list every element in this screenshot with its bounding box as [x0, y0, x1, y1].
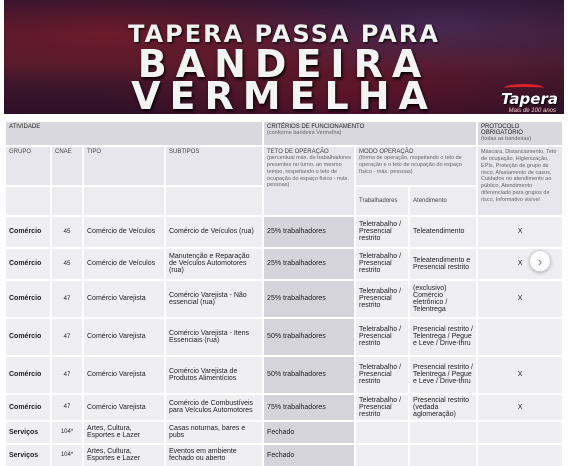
tapera-logo: Tapera [500, 90, 558, 108]
cell-subtipo: Casas noturnas, bares e pubs [166, 422, 262, 443]
header-criterios [264, 122, 476, 145]
modo-title: MODO OPERAÇÃO [359, 148, 414, 155]
cell-cnae: 47 [52, 395, 82, 420]
cell-teto: 25% trabalhadores [264, 249, 354, 279]
cell-protocolo: X [478, 217, 562, 247]
cell-protocolo [478, 422, 562, 443]
banner-line-2: BANDEIRA [137, 42, 431, 86]
cell-atendimento: (exclusivo) Comércio eletrônico / Telentrega [410, 281, 476, 317]
cell-trabalhadores: Teletrabalho / Presencial restrito [356, 249, 408, 279]
table-row [6, 422, 562, 443]
cell-cnae: 104* [52, 445, 82, 466]
header-protocolo [478, 122, 562, 145]
cell-cnae: 47 [52, 319, 82, 355]
header-grupo: GRUPO [6, 147, 50, 185]
cell-trabalhadores [356, 445, 408, 466]
header-atendimento: Atendimento [410, 187, 476, 215]
cell-teto: Fechado [264, 422, 354, 443]
cell-subtipo: Comércio Varejista - Itens Essenciais (rua) [166, 319, 262, 355]
table-row [6, 445, 562, 466]
cell-cnae: 45 [52, 217, 82, 247]
cell-trabalhadores: Teletrabalho / Presencial restrito [356, 357, 408, 393]
teto-subtitle: (percentual máx. de trabalhadores presentes no turno, ao mesmo tempo, respeitando o teto de ocupação do espaço físico - máx. pessoas) [267, 154, 351, 189]
header-row-1 [6, 122, 562, 145]
banner-line-3: VERMELHA [131, 74, 437, 114]
rules-table [4, 120, 564, 466]
cell-trabalhadores: Teletrabalho / Presencial restrito [356, 395, 408, 420]
cell-cnae: 47 [52, 357, 82, 393]
header-atividade: ATIVIDADE [6, 122, 262, 145]
header-teto [264, 147, 354, 215]
cell-atendimento [410, 422, 476, 443]
protocolo-description: Máscara, Distanciamento, Teto de ocupação, Higienização, EPIs, Proteção de grupo de risco, Afastamento de casos, Cuidados no atendimento ao público, Atendimento diferenciado para grupos de risco, Informativo visível [481, 148, 557, 203]
header-blank [84, 187, 164, 215]
modo-subtitle: (forma de operação, respeitando o teto de operação e o teto de ocupação do espaço físico - máx. pessoas) [359, 154, 462, 175]
cell-trabalhadores [356, 422, 408, 443]
cell-grupo: Serviços [6, 422, 50, 443]
chevron-right-icon: › [537, 253, 543, 269]
header-row-2 [6, 147, 562, 185]
cell-protocolo: X [478, 357, 562, 393]
protocolo-title: PROTOCOLO OBRIGATÓRIO [481, 124, 523, 136]
cell-atendimento: Presencial restrito / Telentrega / Pegue e Leve / Drive-thru [410, 357, 476, 393]
cell-subtipo: Comércio de Combustíveis para Veículos Automotores [166, 395, 262, 420]
cell-tipo: Comércio Varejista [84, 357, 164, 393]
cell-atendimento: Teleatendimento [410, 217, 476, 247]
cell-tipo: Comércio de Veículos [84, 217, 164, 247]
cell-cnae: 45 [52, 249, 82, 279]
table-body [6, 217, 562, 466]
cell-subtipo: Manutenção e Reparação de Veículos Automotores (rua) [166, 249, 262, 279]
criterios-title: CRITÉRIOS DE FUNCIONAMENTO [267, 124, 365, 130]
cell-teto: 50% trabalhadores [264, 319, 354, 355]
cell-subtipo: Comércio de Veículos (rua) [166, 217, 262, 247]
cell-trabalhadores: Teletrabalho / Presencial restrito [356, 217, 408, 247]
header-blank [6, 187, 50, 215]
cell-subtipo: Comércio Varejista - Não essencial (rua) [166, 281, 262, 317]
tapera-logo-subtitle: Mais de 100 anos [508, 108, 556, 114]
cell-protocolo: X [478, 249, 562, 279]
teto-title: TETO DE OPERAÇÃO [267, 148, 329, 155]
cell-tipo: Comércio de Veículos [84, 249, 164, 279]
cell-tipo: Artes, Cultura, Esportes e Lazer [84, 422, 164, 443]
cell-protocolo: X [478, 395, 562, 420]
table-row [6, 217, 562, 247]
table-row [6, 357, 562, 393]
cell-tipo: Comércio Varejista [84, 319, 164, 355]
cell-cnae: 104* [52, 422, 82, 443]
table-row [6, 319, 562, 355]
next-slide-button[interactable] [529, 250, 551, 272]
cell-trabalhadores: Teletrabalho / Presencial restrito [356, 319, 408, 355]
cell-atendimento [410, 445, 476, 466]
cell-trabalhadores: Teletrabalho / Presencial restrito [356, 281, 408, 317]
header-blank [52, 187, 82, 215]
header-trabalhadores: Trabalhadores [356, 187, 408, 215]
cell-tipo: Comércio Varejista [84, 395, 164, 420]
cell-grupo: Comércio [6, 395, 50, 420]
table-row [6, 395, 562, 420]
cell-protocolo [478, 445, 562, 466]
cell-grupo: Comércio [6, 281, 50, 317]
cell-teto: Fechado [264, 445, 354, 466]
header-subtipos: SUBTIPOS [166, 147, 262, 185]
cell-tipo: Comércio Varejista [84, 281, 164, 317]
cell-subtipo: Comércio Varejista de Produtos Alimentícios [166, 357, 262, 393]
protocolo-subtitle: (todas as bandeiras) [481, 136, 532, 142]
cell-teto: 50% trabalhadores [264, 357, 354, 393]
cell-teto: 25% trabalhadores [264, 217, 354, 247]
cell-tipo: Artes, Cultura, Esportes e Lazer [84, 445, 164, 466]
table-row [6, 281, 562, 317]
cell-protocolo: X [478, 281, 562, 317]
header-tipo: TIPO [84, 147, 164, 185]
header-protocolo-desc [478, 147, 562, 215]
cell-teto: 25% trabalhadores [264, 281, 354, 317]
header-cnae: CNAE [52, 147, 82, 185]
cell-subtipo: Eventos em ambiente fechado ou aberto [166, 445, 262, 466]
banner-line-1: TAPERA PASSA PARA [128, 20, 440, 48]
cell-teto: 75% trabalhadores [264, 395, 354, 420]
cell-grupo: Comércio [6, 319, 50, 355]
header-modo [356, 147, 476, 185]
criterios-subtitle: (conforme bandeira Vermelha) [267, 130, 342, 136]
cell-grupo: Comércio [6, 217, 50, 247]
cell-atendimento: Presencial restrito / Telentrega / Pegue e Leve / Drive-thru [410, 319, 476, 355]
cell-atendimento: Teleatendimento e Presencial restrito [410, 249, 476, 279]
cell-cnae: 47 [52, 281, 82, 317]
cell-grupo: Serviços [6, 445, 50, 466]
cell-atendimento: Presencial restrito (vedada aglomeração) [410, 395, 476, 420]
header-blank [166, 187, 262, 215]
cell-grupo: Comércio [6, 357, 50, 393]
cell-protocolo [478, 319, 562, 355]
banner-image [4, 0, 564, 114]
cell-grupo: Comércio [6, 249, 50, 279]
table-row [6, 249, 562, 279]
